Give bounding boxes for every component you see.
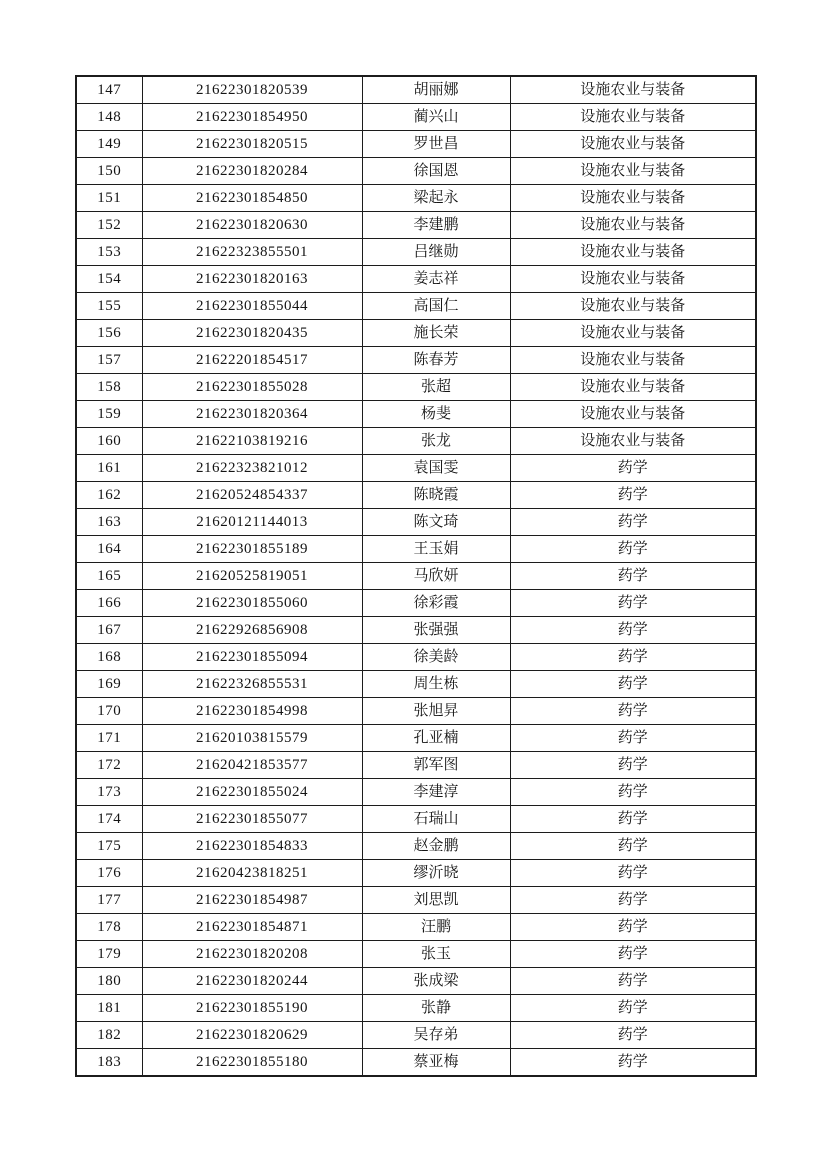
cell-major: 药学 — [510, 833, 756, 860]
table-row — [76, 266, 756, 293]
cell-row-number: 147 — [76, 76, 142, 104]
cell-name: 姜志祥 — [362, 266, 510, 293]
cell-row-number: 172 — [76, 752, 142, 779]
cell-name: 李建鹏 — [362, 212, 510, 239]
table-row — [76, 752, 756, 779]
cell-row-number: 156 — [76, 320, 142, 347]
cell-name: 蔺兴山 — [362, 104, 510, 131]
cell-major: 药学 — [510, 941, 756, 968]
cell-major: 药学 — [510, 644, 756, 671]
cell-name: 赵金鹏 — [362, 833, 510, 860]
cell-major: 药学 — [510, 914, 756, 941]
cell-major: 药学 — [510, 806, 756, 833]
cell-row-number: 166 — [76, 590, 142, 617]
cell-row-number: 148 — [76, 104, 142, 131]
cell-major: 药学 — [510, 617, 756, 644]
cell-major: 药学 — [510, 698, 756, 725]
cell-row-number: 177 — [76, 887, 142, 914]
cell-row-number: 165 — [76, 563, 142, 590]
cell-name: 施长荣 — [362, 320, 510, 347]
cell-name: 张旭昇 — [362, 698, 510, 725]
cell-major: 药学 — [510, 482, 756, 509]
cell-student-id: 21622301820364 — [142, 401, 362, 428]
table-row — [76, 293, 756, 320]
cell-name: 陈文琦 — [362, 509, 510, 536]
cell-major: 设施农业与装备 — [510, 131, 756, 158]
cell-major: 设施农业与装备 — [510, 212, 756, 239]
cell-name: 石瑞山 — [362, 806, 510, 833]
cell-name: 张龙 — [362, 428, 510, 455]
cell-row-number: 174 — [76, 806, 142, 833]
cell-student-id: 21622301820244 — [142, 968, 362, 995]
cell-row-number: 149 — [76, 131, 142, 158]
cell-major: 药学 — [510, 725, 756, 752]
cell-major: 设施农业与装备 — [510, 428, 756, 455]
cell-student-id: 21622301854987 — [142, 887, 362, 914]
roster-table-body — [76, 76, 756, 1076]
cell-row-number: 160 — [76, 428, 142, 455]
cell-student-id: 21622301820163 — [142, 266, 362, 293]
cell-student-id: 21622301855094 — [142, 644, 362, 671]
cell-major: 设施农业与装备 — [510, 266, 756, 293]
table-row — [76, 833, 756, 860]
roster-table — [75, 75, 757, 1077]
cell-student-id: 21622323855501 — [142, 239, 362, 266]
cell-major: 药学 — [510, 995, 756, 1022]
cell-name: 胡丽娜 — [362, 76, 510, 104]
table-row — [76, 428, 756, 455]
cell-major: 药学 — [510, 1022, 756, 1049]
cell-major: 设施农业与装备 — [510, 185, 756, 212]
cell-major: 药学 — [510, 887, 756, 914]
cell-student-id: 21620524854337 — [142, 482, 362, 509]
cell-major: 设施农业与装备 — [510, 374, 756, 401]
cell-major: 设施农业与装备 — [510, 239, 756, 266]
cell-major: 药学 — [510, 671, 756, 698]
cell-row-number: 179 — [76, 941, 142, 968]
cell-row-number: 169 — [76, 671, 142, 698]
table-row — [76, 185, 756, 212]
table-row — [76, 914, 756, 941]
cell-student-id: 21622301854850 — [142, 185, 362, 212]
cell-name: 汪鹏 — [362, 914, 510, 941]
table-row — [76, 131, 756, 158]
cell-student-id: 21622103819216 — [142, 428, 362, 455]
table-row — [76, 536, 756, 563]
cell-major: 药学 — [510, 536, 756, 563]
cell-row-number: 153 — [76, 239, 142, 266]
table-row — [76, 212, 756, 239]
cell-student-id: 21622301855024 — [142, 779, 362, 806]
cell-major: 设施农业与装备 — [510, 158, 756, 185]
cell-major: 设施农业与装备 — [510, 320, 756, 347]
table-row — [76, 1049, 756, 1077]
cell-student-id: 21622301820515 — [142, 131, 362, 158]
cell-name: 徐彩霞 — [362, 590, 510, 617]
cell-student-id: 21622201854517 — [142, 347, 362, 374]
cell-student-id: 21622301855044 — [142, 293, 362, 320]
table-row — [76, 590, 756, 617]
table-row — [76, 104, 756, 131]
cell-student-id: 21622301855077 — [142, 806, 362, 833]
cell-row-number: 180 — [76, 968, 142, 995]
cell-name: 高国仁 — [362, 293, 510, 320]
table-row — [76, 347, 756, 374]
cell-row-number: 183 — [76, 1049, 142, 1077]
table-row — [76, 698, 756, 725]
cell-name: 吕继勋 — [362, 239, 510, 266]
table-row — [76, 968, 756, 995]
cell-name: 梁起永 — [362, 185, 510, 212]
table-row — [76, 806, 756, 833]
cell-name: 张静 — [362, 995, 510, 1022]
cell-name: 郭军图 — [362, 752, 510, 779]
cell-row-number: 173 — [76, 779, 142, 806]
cell-major: 药学 — [510, 860, 756, 887]
cell-row-number: 161 — [76, 455, 142, 482]
table-row — [76, 779, 756, 806]
table-row — [76, 509, 756, 536]
cell-student-id: 21622323821012 — [142, 455, 362, 482]
cell-student-id: 21622301855180 — [142, 1049, 362, 1077]
table-row — [76, 671, 756, 698]
cell-student-id: 21622301854950 — [142, 104, 362, 131]
cell-student-id: 21620103815579 — [142, 725, 362, 752]
table-row — [76, 455, 756, 482]
cell-major: 药学 — [510, 590, 756, 617]
cell-student-id: 21622301855190 — [142, 995, 362, 1022]
cell-row-number: 163 — [76, 509, 142, 536]
cell-name: 刘思凯 — [362, 887, 510, 914]
cell-name: 陈晓霞 — [362, 482, 510, 509]
cell-student-id: 21622301855028 — [142, 374, 362, 401]
cell-name: 徐美龄 — [362, 644, 510, 671]
cell-name: 吴存弟 — [362, 1022, 510, 1049]
cell-name: 周生栋 — [362, 671, 510, 698]
table-row — [76, 239, 756, 266]
cell-major: 设施农业与装备 — [510, 401, 756, 428]
cell-name: 李建淳 — [362, 779, 510, 806]
cell-row-number: 158 — [76, 374, 142, 401]
table-row — [76, 725, 756, 752]
table-row — [76, 941, 756, 968]
table-row — [76, 320, 756, 347]
cell-major: 药学 — [510, 779, 756, 806]
cell-student-id: 21622301820629 — [142, 1022, 362, 1049]
table-row — [76, 374, 756, 401]
cell-row-number: 176 — [76, 860, 142, 887]
cell-student-id: 21622301854998 — [142, 698, 362, 725]
cell-major: 药学 — [510, 1049, 756, 1077]
cell-major: 设施农业与装备 — [510, 293, 756, 320]
cell-row-number: 162 — [76, 482, 142, 509]
cell-major: 设施农业与装备 — [510, 104, 756, 131]
table-row — [76, 563, 756, 590]
cell-student-id: 21622301820539 — [142, 76, 362, 104]
cell-row-number: 164 — [76, 536, 142, 563]
cell-row-number: 168 — [76, 644, 142, 671]
cell-name: 徐国恩 — [362, 158, 510, 185]
cell-name: 王玉娟 — [362, 536, 510, 563]
table-row — [76, 1022, 756, 1049]
cell-row-number: 151 — [76, 185, 142, 212]
cell-student-id: 21620421853577 — [142, 752, 362, 779]
cell-major: 药学 — [510, 455, 756, 482]
cell-row-number: 167 — [76, 617, 142, 644]
cell-major: 药学 — [510, 563, 756, 590]
cell-student-id: 21622301820208 — [142, 941, 362, 968]
cell-name: 袁国雯 — [362, 455, 510, 482]
cell-name: 罗世昌 — [362, 131, 510, 158]
table-row — [76, 617, 756, 644]
cell-row-number: 181 — [76, 995, 142, 1022]
cell-name: 张强强 — [362, 617, 510, 644]
table-row — [76, 887, 756, 914]
table-row — [76, 401, 756, 428]
table-row — [76, 860, 756, 887]
cell-name: 杨斐 — [362, 401, 510, 428]
table-row — [76, 995, 756, 1022]
cell-row-number: 152 — [76, 212, 142, 239]
cell-student-id: 21622301820630 — [142, 212, 362, 239]
cell-student-id: 21622926856908 — [142, 617, 362, 644]
cell-student-id: 21622301820435 — [142, 320, 362, 347]
cell-student-id: 21622301854833 — [142, 833, 362, 860]
cell-name: 张成梁 — [362, 968, 510, 995]
cell-major: 药学 — [510, 509, 756, 536]
cell-student-id: 21620121144013 — [142, 509, 362, 536]
cell-name: 孔亚楠 — [362, 725, 510, 752]
cell-name: 陈春芳 — [362, 347, 510, 374]
cell-name: 缪沂晓 — [362, 860, 510, 887]
cell-name: 蔡亚梅 — [362, 1049, 510, 1077]
table-row — [76, 644, 756, 671]
cell-row-number: 159 — [76, 401, 142, 428]
cell-student-id: 21622301854871 — [142, 914, 362, 941]
cell-student-id: 21622326855531 — [142, 671, 362, 698]
cell-row-number: 157 — [76, 347, 142, 374]
cell-name: 张超 — [362, 374, 510, 401]
cell-name: 马欣妍 — [362, 563, 510, 590]
cell-row-number: 178 — [76, 914, 142, 941]
cell-name: 张玉 — [362, 941, 510, 968]
table-row — [76, 158, 756, 185]
cell-row-number: 171 — [76, 725, 142, 752]
cell-student-id: 21622301820284 — [142, 158, 362, 185]
cell-major: 设施农业与装备 — [510, 76, 756, 104]
cell-row-number: 175 — [76, 833, 142, 860]
cell-student-id: 21622301855060 — [142, 590, 362, 617]
cell-major: 设施农业与装备 — [510, 347, 756, 374]
cell-student-id: 21622301855189 — [142, 536, 362, 563]
cell-row-number: 155 — [76, 293, 142, 320]
cell-row-number: 170 — [76, 698, 142, 725]
cell-major: 药学 — [510, 968, 756, 995]
table-row — [76, 76, 756, 104]
table-row — [76, 482, 756, 509]
cell-row-number: 182 — [76, 1022, 142, 1049]
cell-student-id: 21620525819051 — [142, 563, 362, 590]
cell-row-number: 154 — [76, 266, 142, 293]
cell-major: 药学 — [510, 752, 756, 779]
cell-student-id: 21620423818251 — [142, 860, 362, 887]
cell-row-number: 150 — [76, 158, 142, 185]
